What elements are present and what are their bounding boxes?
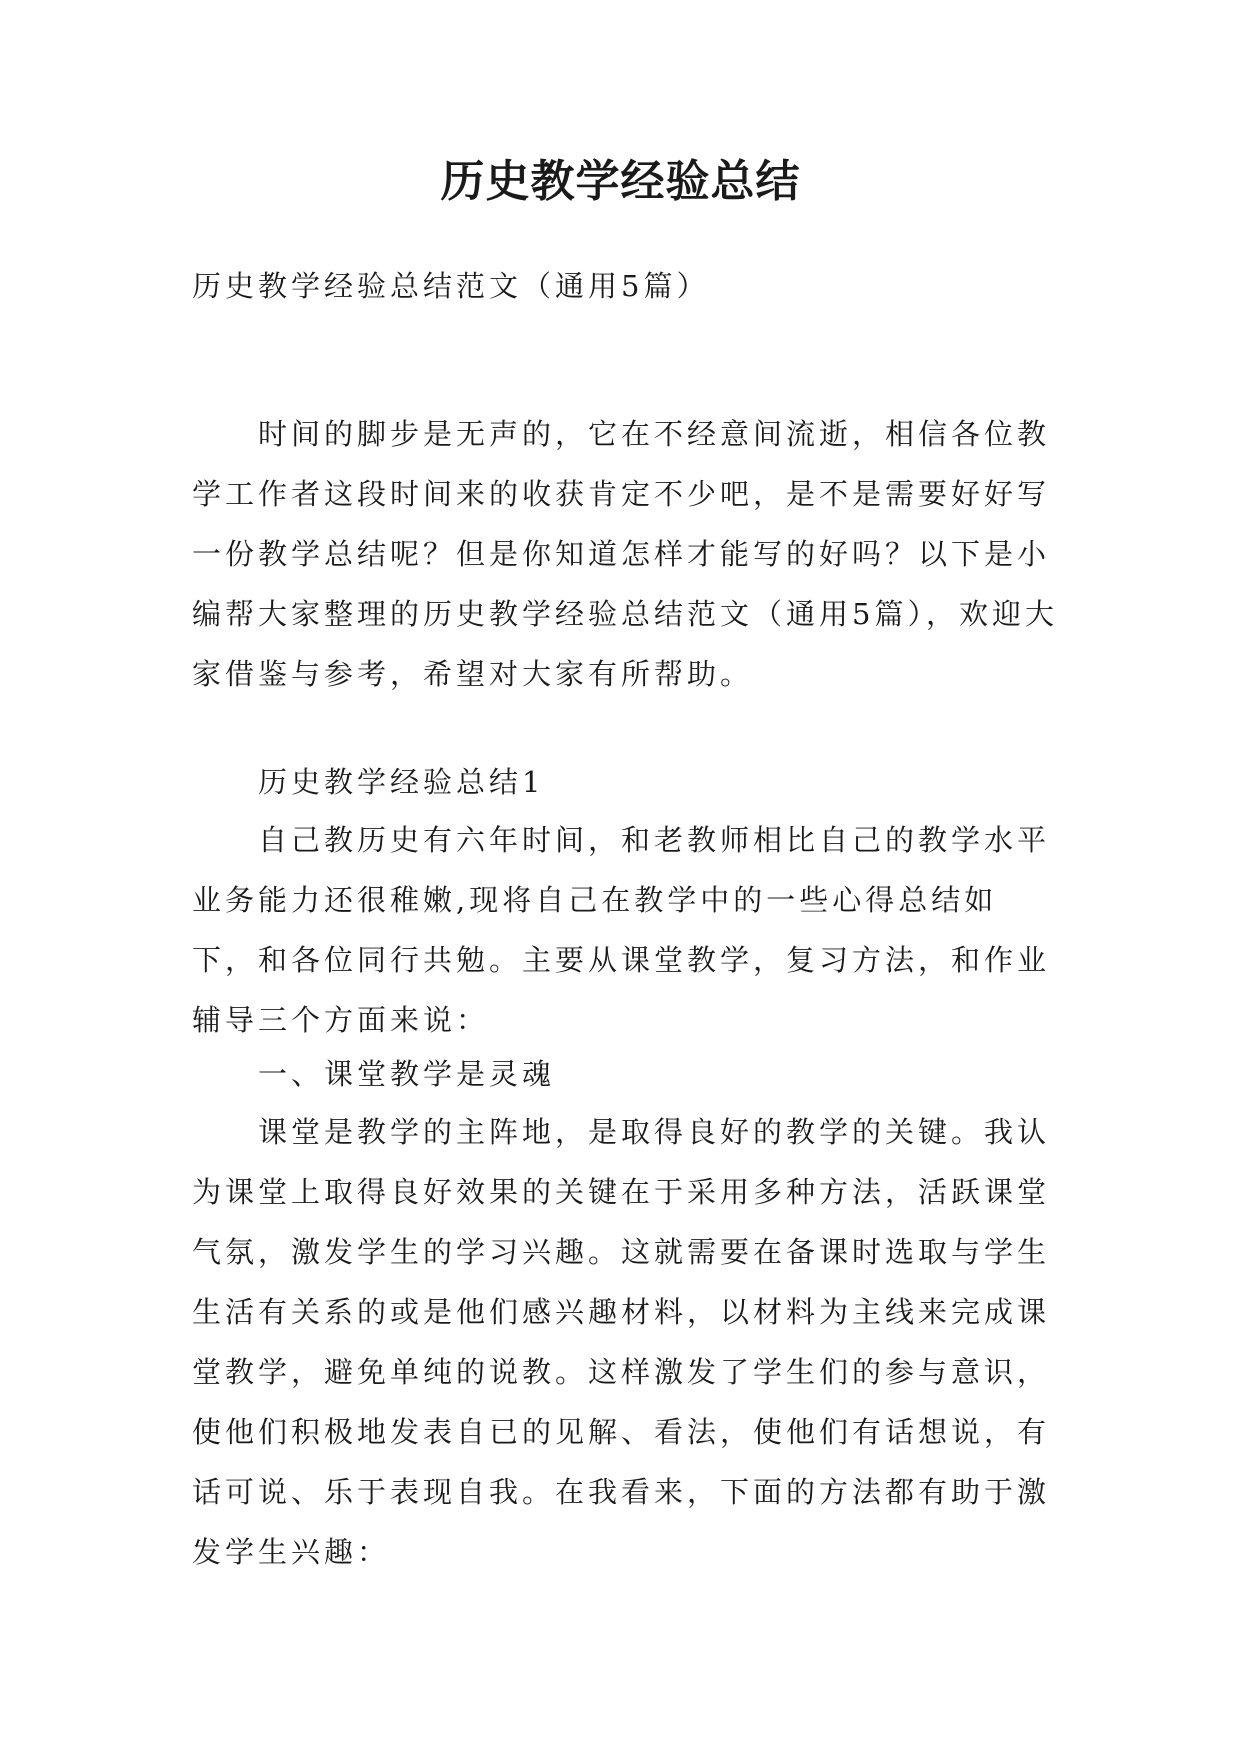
intro-paragraph: 时间的脚步是无声的，它在不经意间流逝，相信各位教学工作者这段时间来的收获肯定不少吧，是不是需要好好写一份教学总结呢？但是你知道怎样才能写的好吗？以下是小编帮大家整理的历史教学经验总结范文（通用5篇），欢迎大家借鉴与参考，希望对大家有所帮助。 [192,417,1058,691]
document-subtitle: 历史教学经验总结范文（通用5篇） [192,269,710,303]
body-paragraph-1: 自己教历史有六年时间，和老教师相比自己的教学水平业务能力还很稚嫩,现将自己在教学中的一些心得总结如下，和各位同行共勉。主要从课堂教学，复习方法，和作业辅导三个方面来说： [192,823,1051,1037]
document-title: 历史教学经验总结 [440,156,801,207]
body-paragraph-2: 课堂是教学的主阵地，是取得良好的教学的关键。我认为课堂上取得良好效果的关键在于采用多种方法，活跃课堂气氛，激发学生的学习兴趣。这就需要在备课时选取与学生生活有关系的或是他们感兴趣材料，以材料为主线来完成课堂教学，避免单纯的说教。这样激发了学生们的参与意识，使他们积极地发表自已的见解、看法，使他们有话想说，有话可说、乐于表现自我。在我看来，下面的方法都有助于激发学生兴趣： [192,1115,1051,1569]
item-heading: 一、课堂教学是灵魂 [258,1057,556,1091]
section-heading: 历史教学经验总结1 [258,765,545,799]
